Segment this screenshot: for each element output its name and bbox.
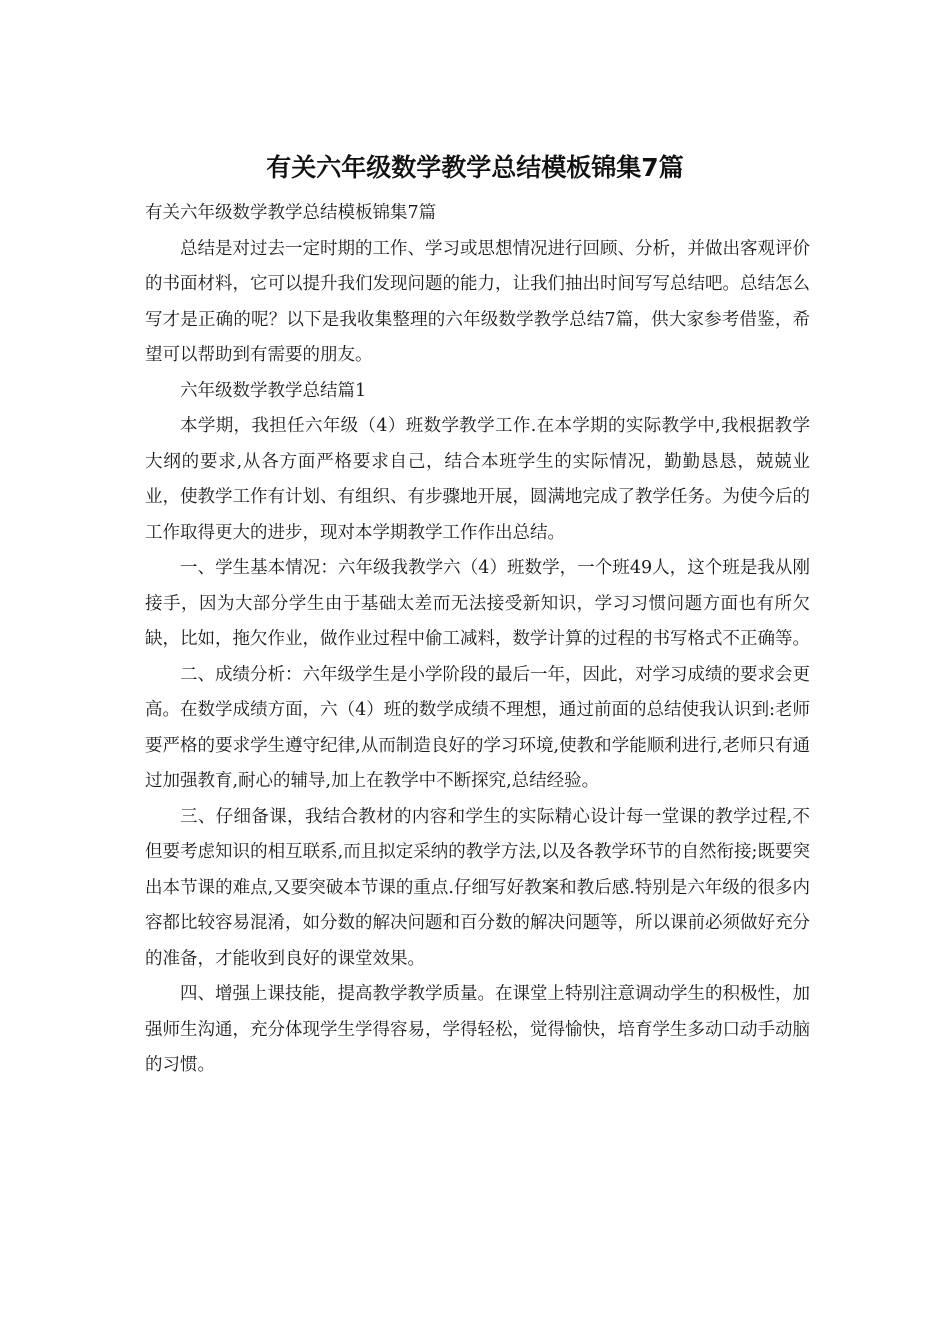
paragraph-scores: 二、成绩分析：六年级学生是小学阶段的最后一年，因此，对学习成绩的要求会更高。在数学成绩方面，六（4）班的数学成绩不理想，通过前面的总结使我认识到:老师要严格的要求学生遵守纪律,从而制造良好的学习环境,使教和学能顺利进行,老师只有通过加强教育,耐心的辅导,加上在教学中不断探究,总结经验。 bbox=[145, 664, 810, 791]
document-title: 有关六年级数学教学总结模板锦集7篇 bbox=[266, 153, 684, 182]
section-heading: 六年级数学教学总结篇1 bbox=[180, 380, 367, 401]
document-body bbox=[145, 196, 810, 1084]
paragraph-students: 一、学生基本情况：六年级我教学六（4）班数学，一个班49人，这个班是我从刚接手，因为大部分学生由于基础太差而无法接受新知识，学习习惯问题方面也有所欠缺，比如，拖欠作业，做作业过程中偷工减料，数学计算的过程的书写格式不正确等。 bbox=[145, 558, 810, 649]
paragraph-intro: 总结是对过去一定时期的工作、学习或思想情况进行回顾、分析，并做出客观评价的书面材料，它可以提升我们发现问题的能力，让我们抽出时间写写总结吧。总结怎么写才是正确的呢？以下是我收集整理的六年级数学教学总结7篇，供大家参考借鉴，希望可以帮助到有需要的朋友。 bbox=[145, 238, 810, 365]
paragraph-lesson-prep: 三、仔细备课，我结合教材的内容和学生的实际精心设计每一堂课的教学过程,不但要考虑知识的相互联系,而且拟定采纳的教学方法,以及各教学环节的自然衔接;既要突出本节课的难点,又要突破本节课的重点.仔细写好教案和教后感.特别是六年级的很多内容都比较容易混淆，如分数的解决问题和百分数的解决问题等，所以课前必须做好充分的准备，才能收到良好的课堂效果。 bbox=[145, 806, 810, 969]
paragraph-teaching-skills: 四、增强上课技能，提高教学教学质量。在课堂上特别注意调动学生的积极性，加强师生沟通，充分体现学生学得容易，学得轻松，觉得愉快，培育学生多动口动手动脑的习惯。 bbox=[145, 984, 810, 1075]
document-subtitle: 有关六年级数学教学总结模板锦集7篇 bbox=[145, 203, 437, 223]
paragraph-overview: 本学期，我担任六年级（4）班数学教学工作.在本学期的实际教学中,我根据教学大纲的要求,从各方面严格要求自己，结合本班学生的实际情况，勤勤恳恳，兢兢业业，使教学工作有计划、有组织、有步骤地开展，圆满地完成了教学任务。为使今后的工作取得更大的进步，现对本学期教学工作作出总结。 bbox=[145, 416, 810, 543]
